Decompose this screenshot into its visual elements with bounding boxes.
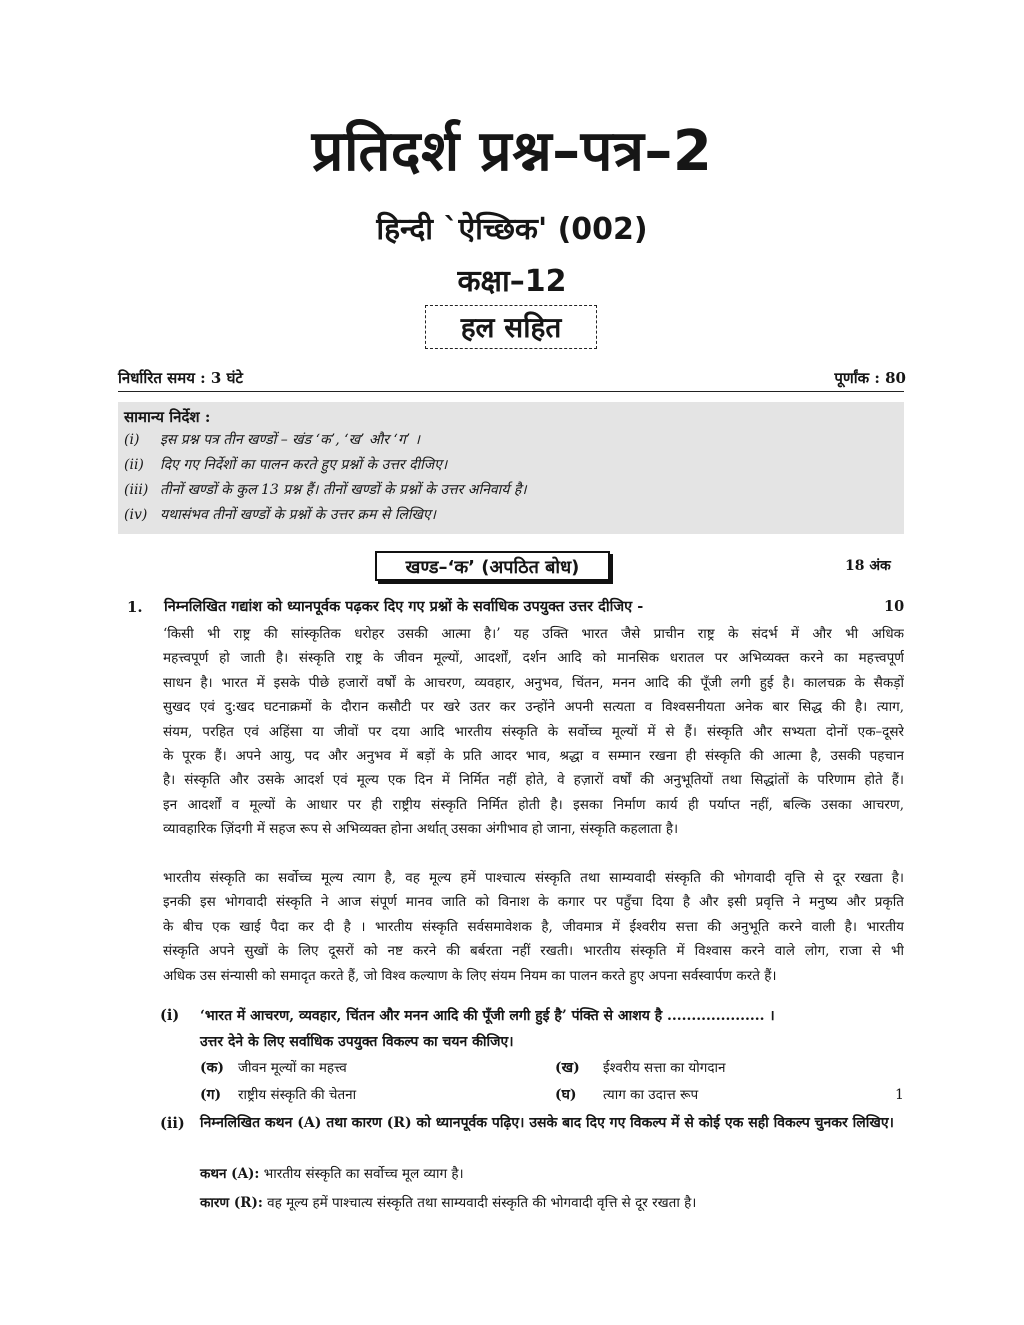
option-text: त्याग का उदात्त रूप bbox=[603, 1087, 699, 1103]
instruction-text: इस प्रश्न पत्र तीन खण्डों – खंड ‘क’, ‘ख’ और ‘ग’ । bbox=[160, 432, 420, 448]
passage-paragraph-1 bbox=[163, 622, 904, 842]
instruction-text: यथासंभव तीनों खण्डों के प्रश्नों के उत्तर क्रम से लिखिए। bbox=[160, 507, 436, 523]
instructions-heading: सामान्य निर्देश : bbox=[124, 408, 211, 426]
passage-line: सुखद एवं दु:खद घटनाक्रमों के दौरान कसौटी पर खरे उतर कर उन्होंने अपनी सत्यता व विश्वसनीयता अनेक बार सिद्ध की है। त्याग, bbox=[163, 699, 904, 716]
subquestion-text: ‘भारत में आचरण, व्यवहार, चिंतन और मनन आदि की पूँजी लगी हुई है’ पंक्ति से आशय है .................... । bbox=[200, 1008, 775, 1024]
question-marks: 10 bbox=[884, 598, 905, 615]
assertion bbox=[200, 1163, 904, 1185]
passage-line: इनकी इस भोगवादी संस्कृति ने आज संपूर्ण मानव जाति को विनाश के कगार पर पहुँचा दिया है और इसी प्रवृत्ति ने मनुष्य और प्रकृति bbox=[163, 894, 904, 911]
section-marks: 18 अंक bbox=[845, 558, 891, 574]
option-text: राष्ट्रीय संस्कृति की चेतना bbox=[238, 1087, 357, 1103]
general-instructions bbox=[118, 402, 904, 534]
passage-line: है। संस्कृति और उसके आदर्श एवं मूल्य एक दिन में निर्मित नहीं होते, वे हज़ारों वर्षों की अनुभूतियों तथा सिद्धांतों के परिणाम होते हैं। bbox=[163, 772, 904, 789]
question-prompt: निम्नलिखित गद्यांश को ध्यानपूर्वक पढ़कर दिए गए प्रश्नों के सर्वाधिक उपयुक्त उत्तर दीजिए - bbox=[164, 598, 644, 615]
passage-line: संयम, परहित एवं अहिंसा या जीवों पर दया आदि भारतीय संस्कृति के सर्वोच्च मूल्यों में से हैं। संस्कृति और सभ्यता दोनों एक–दूसरे bbox=[163, 723, 904, 740]
option-text: ईश्वरीय सत्ता का योगदान bbox=[603, 1060, 726, 1076]
instruction-item bbox=[124, 478, 904, 503]
passage-line: के पूरक हैं। अपने आयु, पद और अनुभव में बड़ों के प्रति आदर भाव, श्रद्धा व सम्मान रखना ही संस्कृति की आत्मा है, उसकी पहचान bbox=[163, 748, 904, 765]
subject-heading: हिन्दी `ऐच्छिक' (002) bbox=[376, 212, 648, 247]
question-number: 1. bbox=[127, 598, 143, 616]
passage-paragraph-2 bbox=[163, 866, 904, 988]
subquestion-text: निम्नलिखित कथन (A) तथा कारण (R) को ध्यानपूर्वक पढ़िए। उसके बाद दिए गए विकल्प में से कोई एक सही विकल्प चुनकर लिखिए। bbox=[200, 1115, 894, 1131]
assertion-text: भारतीय संस्कृति का सर्वोच्च मूल व्याग है। bbox=[263, 1166, 464, 1182]
reason-label: कारण (R): bbox=[200, 1195, 263, 1211]
meta-divider bbox=[118, 391, 904, 392]
instruction-item bbox=[124, 453, 904, 478]
instruction-item bbox=[124, 428, 904, 453]
passage-line: संस्कृति अपने सुखों के लिए दूसरों को नष्ट करने की बर्बरता नहीं रखती। भारतीय संस्कृति में विश्वास करने वाले लोग, राजा से भी bbox=[163, 943, 904, 960]
passage-line: भारतीय संस्कृति का सर्वोच्च मूल्य त्याग है, वह मूल्य हमें पाश्चात्य संस्कृति तथा साम्यवादी संस्कृति की भोगवादी वृत्ति से दूर रखता है। bbox=[163, 870, 904, 886]
option-label: (ग) bbox=[200, 1087, 222, 1103]
instruction-number: (i) bbox=[124, 432, 140, 448]
passage-line: ‘किसी भी राष्ट्र की सांस्कृतिक धरोहर उसकी आत्मा है।’ यह उक्ति भारत जैसे प्राचीन राष्ट्र के संदर्भ में और भी अधिक bbox=[163, 626, 904, 642]
subquestion-marks: 1 bbox=[895, 1087, 904, 1103]
instruction-number: (ii) bbox=[124, 457, 144, 473]
instruction-item bbox=[124, 503, 904, 528]
passage-line: महत्त्वपूर्ण हो जाती है। संस्कृति राष्ट्र के जीवन मूल्यों, आदर्शों, दर्शन आदि को मानसिक धरातल पर अभिव्यक्त करने का महत्त्वपूर्ण bbox=[163, 650, 904, 667]
assertion-label: कथन (A): bbox=[200, 1166, 260, 1182]
page-title: प्रतिदर्श प्रश्न–पत्र–2 bbox=[311, 119, 713, 184]
solved-badge: हल सहित bbox=[425, 305, 597, 349]
passage-line: व्यावहारिक ज़िंदगी में सहज रूप से अभिव्यक्त होना अर्थात् उसका अंगीभाव हो जाना, संस्कृति कहलाता है। bbox=[163, 821, 679, 838]
option-label: (ख) bbox=[555, 1060, 580, 1076]
subquestion-instruction: उत्तर देने के लिए सर्वाधिक उपयुक्त विकल्प का चयन कीजिए। bbox=[200, 1034, 514, 1050]
class-heading: कक्षा–12 bbox=[457, 264, 567, 299]
reason-text: वह मूल्य हमें पाश्चात्य संस्कृति तथा साम्यवादी संस्कृति की भोगवादी वृत्ति से दूर रखता है। bbox=[267, 1195, 697, 1211]
subquestion-number: (ii) bbox=[160, 1115, 185, 1132]
option-label: (घ) bbox=[555, 1087, 577, 1103]
max-marks: पूर्णांक : 80 bbox=[834, 369, 906, 387]
option-text: जीवन मूल्यों का महत्त्व bbox=[238, 1060, 347, 1076]
passage-line: के बीच एक खाई पैदा कर दी है । भारतीय संस्कृति सर्वसमावेशक है, जीवमात्र में ईश्वरीय सत्ता की अनुभूति करने वाली है। भारतीय bbox=[163, 918, 904, 935]
time-allowed: निर्धारित समय : 3 घंटे bbox=[118, 369, 243, 387]
instruction-number: (iv) bbox=[124, 507, 148, 523]
reason bbox=[200, 1192, 904, 1214]
passage-line: इन आदर्शों व मूल्यों के आधार पर ही राष्ट्रीय संस्कृति निर्मित होती है। इसका निर्माण कार्य ही पर्याप्त नहीं, बल्कि उसका आचरण, bbox=[163, 796, 904, 813]
passage-line: अधिक उस संन्यासी को समादृत करते हैं, जो विश्व कल्याण के लिए संयम नियम का पालन करते हुए अपना सर्वस्वार्पण करते हैं। bbox=[163, 967, 777, 984]
instruction-text: दिए गए निर्देशों का पालन करते हुए प्रश्नों के उत्तर दीजिए। bbox=[160, 457, 448, 473]
instruction-number: (iii) bbox=[124, 482, 149, 498]
passage-line: साधन है। भारत में इसके पीछे हजारों वर्षों के आचरण, व्यवहार, अनुभव, चिंतन, मनन आदि की पूँजी लगी हुई है। कालचक्र के सैकड़ों bbox=[163, 674, 904, 691]
option-label: (क) bbox=[200, 1060, 224, 1076]
instruction-text: तीनों खण्डों के कुल 13 प्रश्न हैं। तीनों खण्डों के प्रश्नों के उत्तर अनिवार्य है। bbox=[160, 482, 527, 498]
subquestion-number: (i) bbox=[160, 1007, 180, 1024]
section-title: खण्ड–‘क’ (अपठित बोध) bbox=[375, 551, 610, 581]
